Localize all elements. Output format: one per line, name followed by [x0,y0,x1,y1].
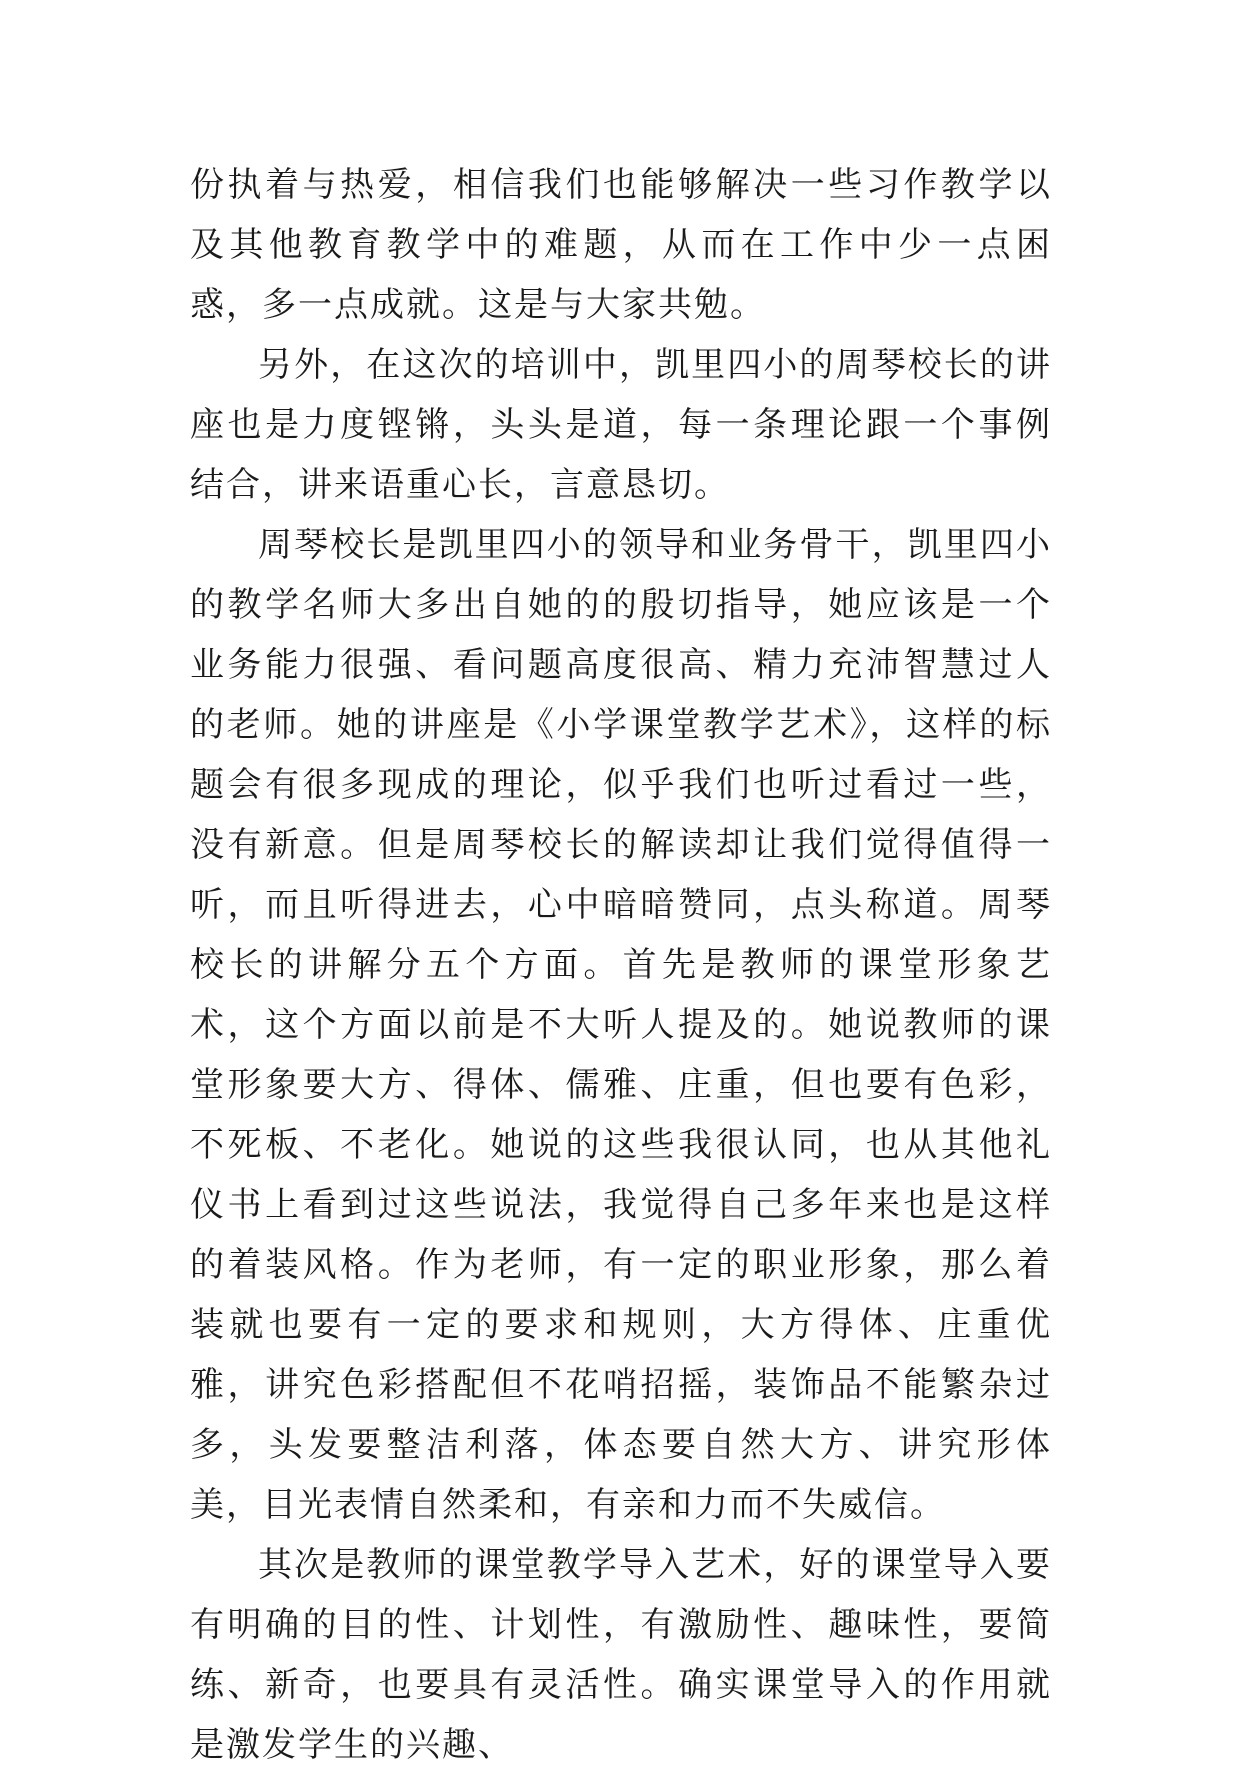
paragraph-classroom-image-art: 周琴校长是凯里四小的领导和业务骨干，凯里四小的教学名师大多出自她的的殷切指导，她应该是一个业务能力很强、看问题高度很高、精力充沛智慧过人的老师。她的讲座是《小学课堂教学艺术》，这样的标题会有很多现成的理论，似乎我们也听过看过一些，没有新意。但是周琴校长的解读却让我们觉得值得一听，而且听得进去，心中暗暗赞同，点头称道。周琴校长的讲解分五个方面。首先是教师的课堂形象艺术，这个方面以前是不大听人提及的。她说教师的课堂形象要大方、得体、儒雅、庄重，但也要有色彩，不死板、不老化。她说的这些我很认同，也从其他礼仪书上看到过这些说法，我觉得自己多年来也是这样的着装风格。作为老师，有一定的职业形象，那么着装就也要有一定的要求和规则，大方得体、庄重优雅，讲究色彩搭配但不花哨招摇，装饰品不能繁杂过多，头发要整洁利落，体态要自然大方、讲究形体美，目光表情自然柔和，有亲和力而不失威信。 [190,525,1052,1525]
paragraph-lesson-introduction-art: 其次是教师的课堂教学导入艺术，好的课堂导入要有明确的目的性、计划性，有激励性、趣味性，要简练、新奇，也要具有灵活性。确实课堂导入的作用就是激发学生的兴趣、 [190,1545,1052,1765]
document-body [190,155,1052,1775]
paragraph-continuation: 份执着与热爱，相信我们也能够解决一些习作教学以及其他教育教学中的难题，从而在工作中少一点困惑，多一点成就。这是与大家共勉。 [190,165,1052,325]
paragraph-zhou-qin-lecture-intro: 另外，在这次的培训中，凯里四小的周琴校长的讲座也是力度铿锵，头头是道，每一条理论跟一个事例结合，讲来语重心长，言意恳切。 [190,345,1052,505]
